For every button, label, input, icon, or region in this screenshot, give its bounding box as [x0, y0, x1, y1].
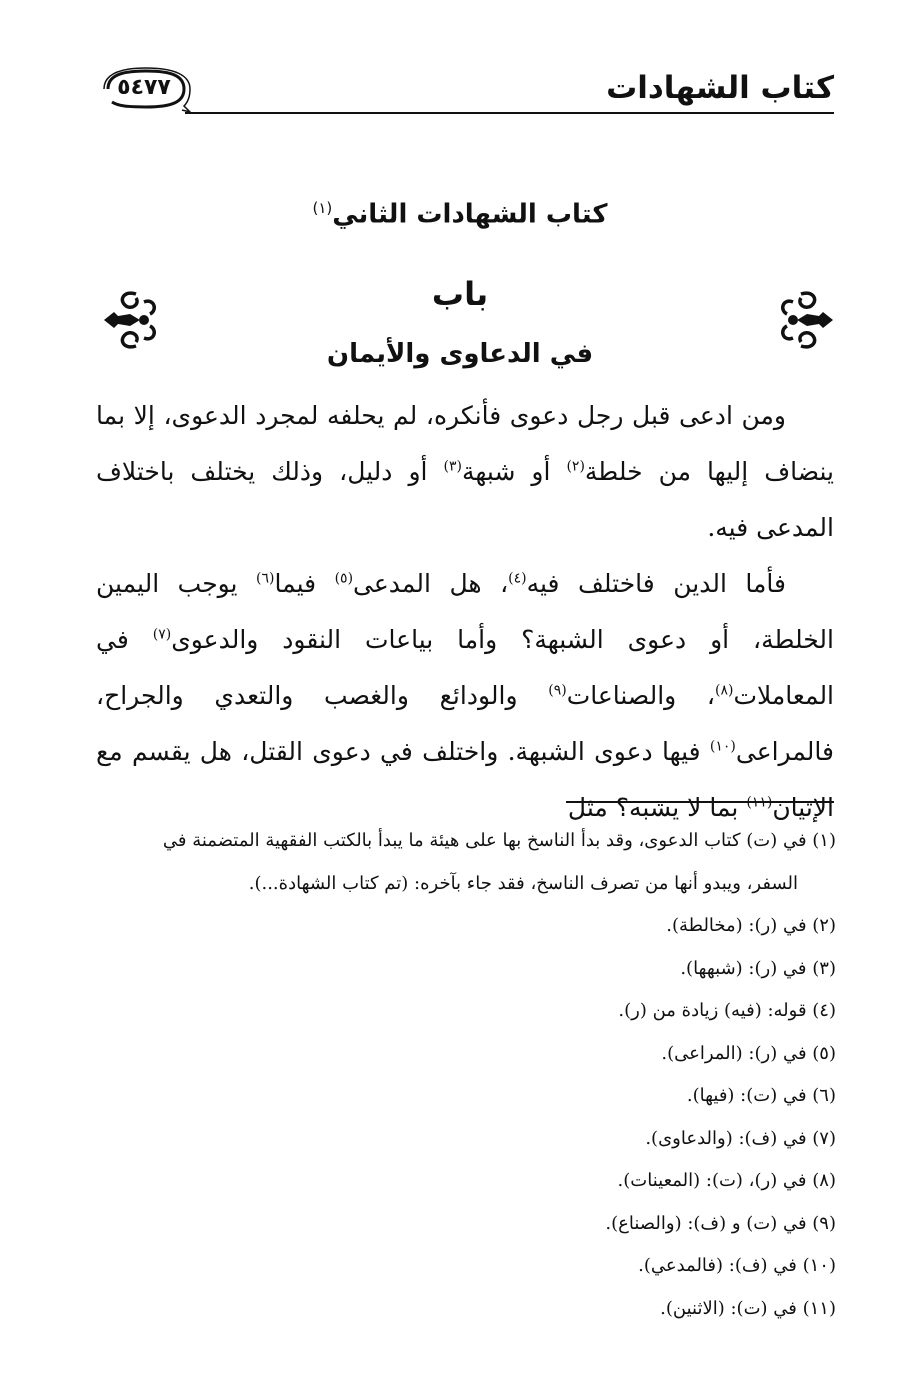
footnote-ref: (٩) — [548, 682, 567, 699]
footnotes — [96, 820, 836, 1330]
paragraph-text: أو شبهة — [461, 457, 567, 486]
book-title — [200, 186, 720, 237]
running-header-title: كتاب الشهادات — [606, 70, 834, 106]
footnote-separator — [566, 801, 834, 803]
footnote: (٧) في (ف): (والدعاوى). — [645, 1127, 836, 1149]
footnote: (١) في (ت) كتاب الدعوى، وقد بدأ الناسخ بها على هيئة ما يبدأ بالكتب الفقهية المتضمنة في — [162, 830, 836, 851]
footnote: (٩) في (ت) و (ف): (والصناع). — [605, 1212, 836, 1234]
paragraph — [96, 388, 834, 556]
footnote: (٨) في (ر)، (ت): (المعينات). — [617, 1170, 836, 1191]
footnote: (١١) في (ت): (الاثنين). — [660, 1297, 836, 1319]
paragraph-text: والودائع والغصب والتعدي والجراح، فالمراعى — [96, 681, 834, 766]
ornament-right-icon — [773, 280, 837, 360]
header-rule — [185, 112, 834, 114]
footnote-ref: (٤) — [508, 570, 527, 587]
footnote: (٦) في (ت): (فيها). — [686, 1085, 836, 1106]
paragraph-text: بما لا يشبه؟ مثل — [567, 793, 747, 822]
chapter-subtitle: في الدعاوى والأيمان — [326, 339, 594, 369]
body-text — [96, 388, 834, 836]
footnote-ref: (٥) — [334, 570, 354, 587]
footnote: (١٠) في (ف): (فالمدعي). — [638, 1255, 836, 1276]
footnote-continuation: السفر، ويبدو أنها من تصرف الناسخ، فقد جاء بآخره: (تم كتاب الشهادة...). — [248, 872, 798, 894]
book-title-note-ref: (١) — [312, 199, 333, 217]
page-number: ٥٤٧٧ — [117, 75, 171, 100]
ornament-left-icon — [100, 280, 164, 360]
footnote-ref: (٣) — [443, 458, 462, 475]
paragraph-text: في المعاملات — [96, 625, 835, 710]
footnote-ref: (٨) — [715, 682, 734, 699]
footnote: (٤) قوله: (فيه) زيادة من (ر). — [618, 1000, 836, 1021]
paragraph-text: ، هل المدعى — [353, 569, 509, 598]
paragraph-text: ومن ادعى قبل رجل دعوى فأنكره، لم يحلفه لمجرد الدعوى، إلا بما ينضاف إليها من خلطة — [96, 401, 834, 486]
footnote-ref: (٧) — [152, 626, 172, 643]
paragraph-text: أو دليل، وذلك يختلف باختلاف المدعى فيه. — [96, 457, 834, 542]
chapter-heading: باب — [431, 275, 489, 313]
paragraph-text: فيها دعوى الشبهة. واختلف في دعوى القتل، هل يقسم مع الإتيان — [96, 737, 834, 822]
footnote-ref: (١٠) — [709, 738, 736, 755]
footnote-ref: (٦) — [256, 570, 275, 587]
footnote-ref: (٢) — [566, 458, 585, 475]
paragraph-text: فأما الدين فاختلف فيه — [526, 569, 786, 598]
paragraph-text: فيما — [274, 569, 335, 598]
paragraph-text: ، والصناعات — [566, 681, 715, 710]
footnote: (٥) في (ر): (المراعى). — [661, 1042, 836, 1064]
book-title-text: كتاب الشهادات الثاني — [332, 199, 608, 230]
paragraph-text: يوجب اليمين الخلطة، أو دعوى الشبهة؟ وأما بياعات النقود والدعوى — [96, 569, 834, 654]
paragraph — [96, 556, 834, 836]
footnote: (٢) في (ر): (مخالطة). — [666, 915, 836, 936]
footnote: (٣) في (ر): (شبهها). — [680, 957, 836, 979]
footnote-ref: (١١) — [746, 794, 773, 811]
